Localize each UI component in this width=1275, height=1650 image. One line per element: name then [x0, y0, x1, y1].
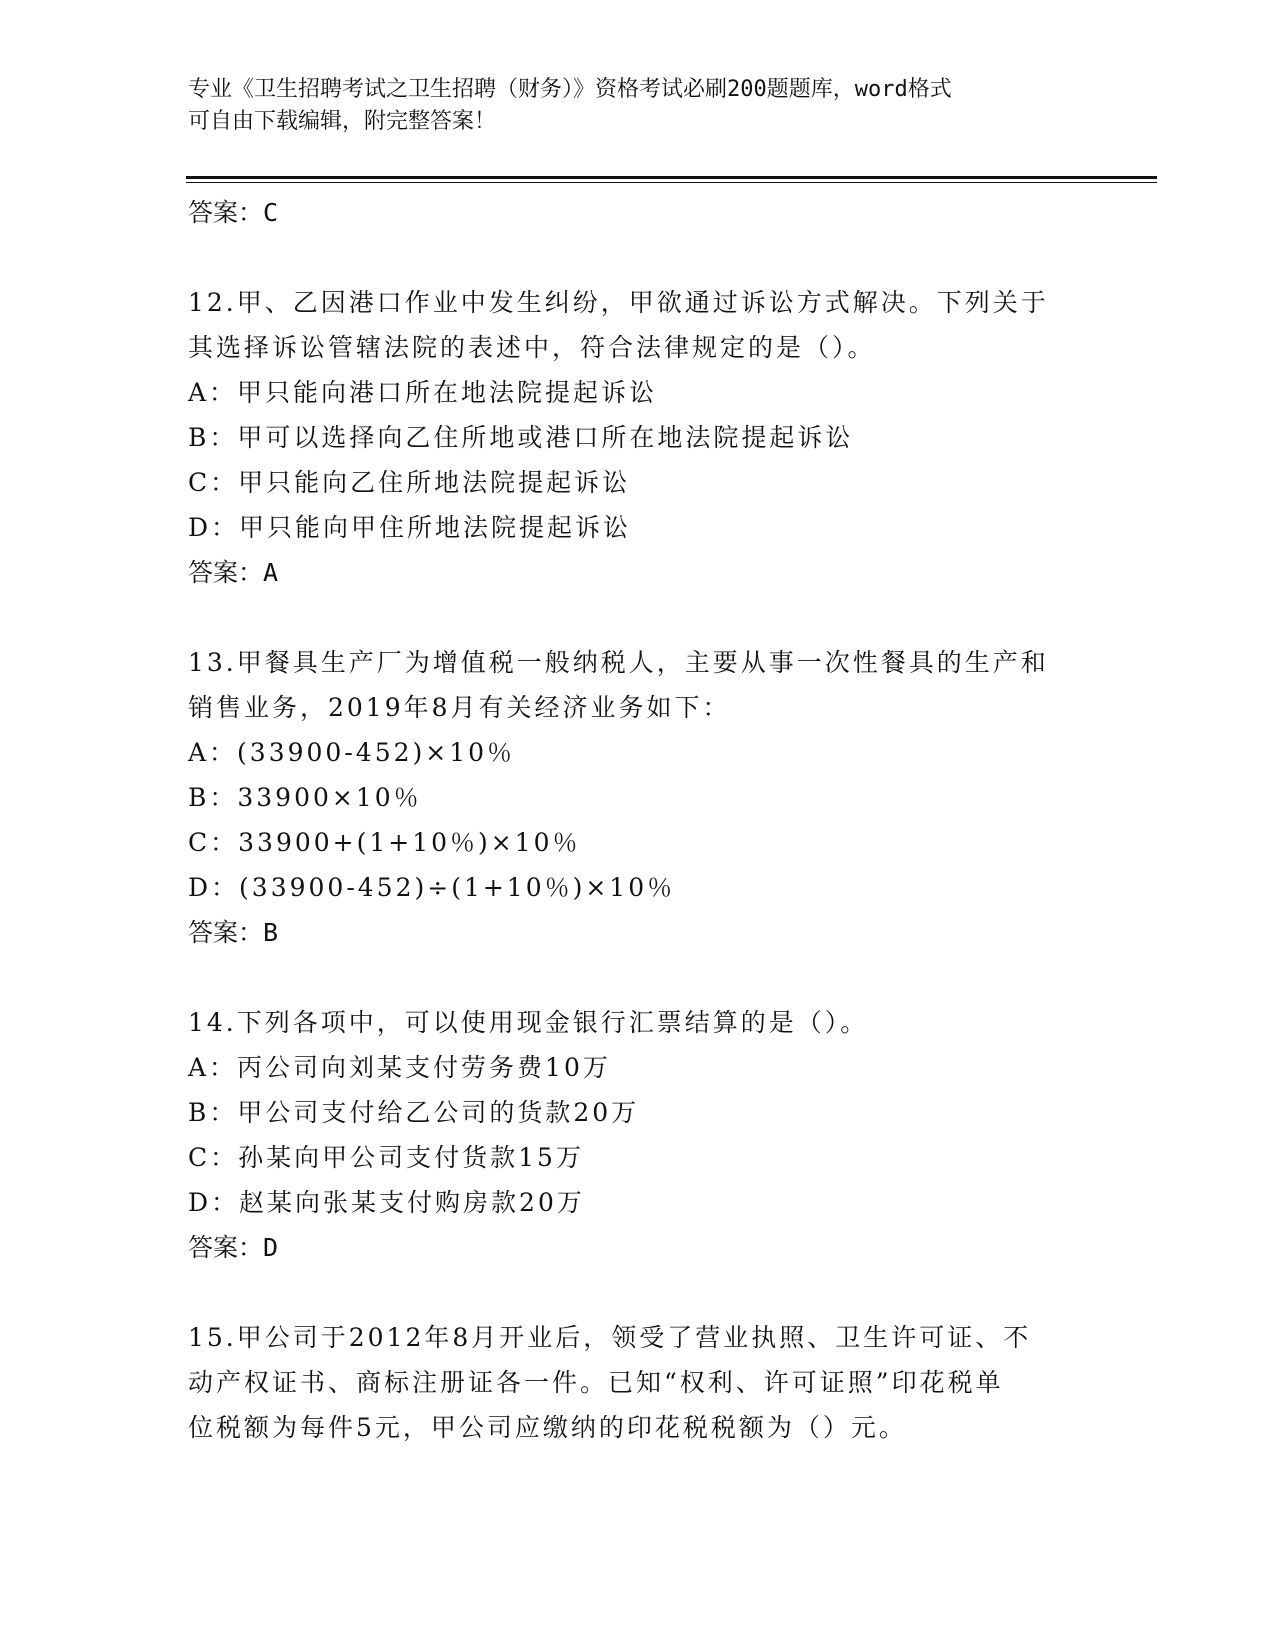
previous-answer: 答案：C [188, 198, 279, 227]
answer-label: 答案：D [188, 1233, 279, 1262]
header-rule-thin [186, 182, 1157, 183]
question-stem-line: 14.下列各项中，可以使用现金银行汇票结算的是（）。 [188, 1008, 869, 1037]
question-stem-line: 12.甲、乙因港口作业中发生纠纷，甲欲通过诉讼方式解决。下列关于 [188, 288, 1049, 317]
question-stem-line: 销售业务，2019年8月有关经济业务如下： [188, 693, 731, 722]
question-stem-line: 其选择诉讼管辖法院的表述中，符合法律规定的是（）。 [188, 333, 876, 362]
header-rule-thick [186, 176, 1157, 179]
question-14 [188, 1000, 1088, 1270]
option-c: C：孙某向甲公司支付货款15万 [188, 1143, 584, 1172]
option-d: D：甲只能向甲住所地法院提起诉讼 [188, 513, 632, 542]
question-list [188, 190, 1088, 1450]
option-d: D：(33900-452)÷(1+10％)×10％ [188, 873, 676, 902]
option-c: C：33900+(1+10％)×10％ [188, 828, 581, 857]
question-stem-line: 15.甲公司于2012年8月开业后，领受了营业执照、卫生许可证、不 [188, 1323, 1032, 1352]
spacer [188, 595, 1088, 640]
spacer [188, 955, 1088, 1000]
option-a: A：(33900-452)×10％ [188, 738, 516, 767]
header-line-1: 专业《卫生招聘考试之卫生招聘（财务）》资格考试必刷200题题库，word格式 [188, 77, 952, 102]
answer-label: 答案：B [188, 918, 279, 947]
option-c: C：甲只能向乙住所地法院提起诉讼 [188, 468, 631, 497]
option-a: A：甲只能向港口所在地法院提起诉讼 [188, 378, 658, 407]
option-a: A：丙公司向刘某支付劳务费10万 [188, 1053, 611, 1082]
question-stem-line: 位税额为每件5元，甲公司应缴纳的印花税税额为（）元。 [188, 1413, 907, 1442]
option-d: D：赵某向张某支付购房款20万 [188, 1188, 585, 1217]
option-b: B：甲公司支付给乙公司的货款20万 [188, 1098, 640, 1127]
header-line-2: 可自由下载编辑，附完整答案！ [188, 109, 497, 134]
spacer [188, 1270, 1088, 1315]
question-13 [188, 640, 1088, 955]
question-15 [188, 1315, 1088, 1450]
spacer [188, 235, 1088, 280]
document-header [188, 74, 1068, 138]
option-b: B：甲可以选择向乙住所地或港口所在地法院提起诉讼 [188, 423, 854, 452]
answer-label: 答案：A [188, 558, 279, 587]
question-stem-line: 动产权证书、商标注册证各一件。已知“权利、许可证照”印花税单 [188, 1368, 1004, 1397]
option-b: B：33900×10％ [188, 783, 422, 812]
question-stem-line: 13.甲餐具生产厂为增值税一般纳税人，主要从事一次性餐具的生产和 [188, 648, 1049, 677]
question-12 [188, 280, 1088, 595]
